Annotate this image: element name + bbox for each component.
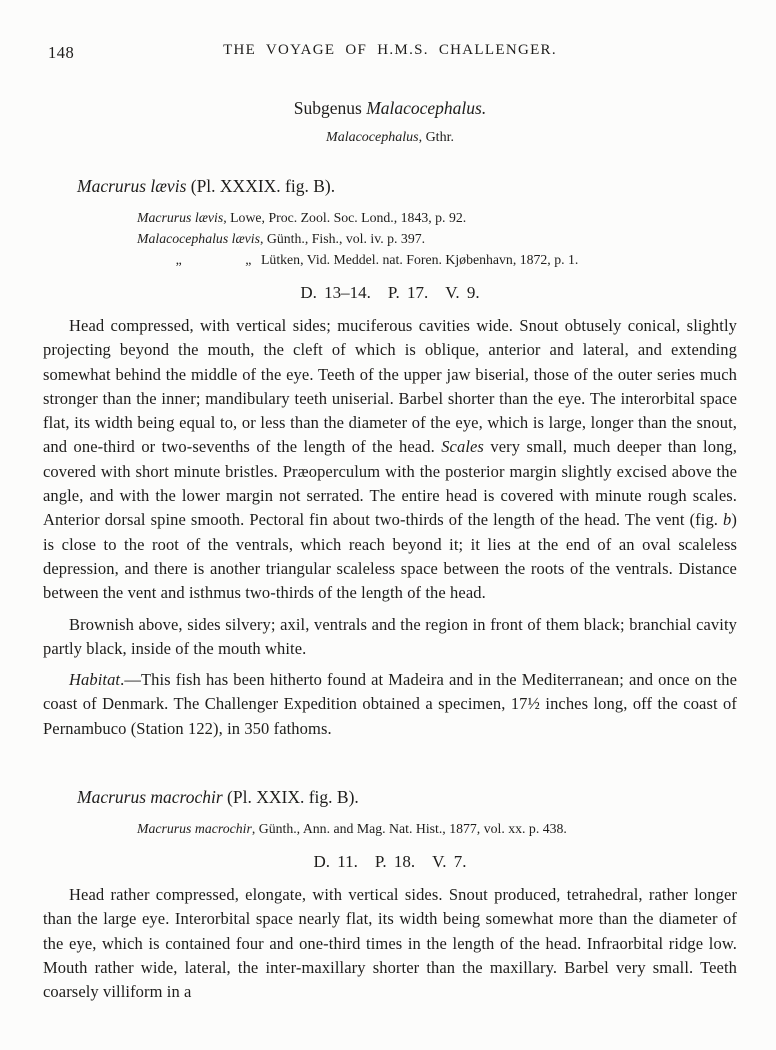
species-section-macrurus-laevis: [43, 176, 737, 741]
species-heading-macrurus-macrochir: Macrurus macrochir (Pl. XXIX. fig. B).: [77, 787, 359, 808]
synonymy-entry: Macrurus macrochir, Günth., Ann. and Mag. Nat. Hist., 1877, vol. xx. p. 438.: [137, 821, 567, 837]
description-paragraph: Head rather compressed, elongate, with vertical sides. Snout produced, tetrahedral, rather longer than the large eye. Interorbital space nearly flat, its width being somewhat more than the diameter of the eye, which is contained four and one-third times in the length of the head. Infraorbital ridge low. Mouth rather wide, lateral, the inter-maxillary shorter than the maxillary. Barbel very small. Teeth coarsely villiform in a: [43, 885, 737, 1002]
species-heading-macrurus-laevis: Macrurus lævis (Pl. XXXIX. fig. B).: [77, 176, 336, 196]
habitat-paragraph: Habitat.—This fish has been hitherto found at Madeira and in the Mediterranean; and once on the coast of Denmark. The Challenger Expedition obtained a specimen, 17½ inches long, off the coast of Pernambuco (Station 122), in 350 fathoms.: [43, 670, 737, 738]
subgenus-attribution: Malacocephalus, Gthr.: [326, 130, 454, 145]
running-title: THE VOYAGE OF H.M.S. CHALLENGER.: [223, 42, 557, 58]
page-number: 148: [48, 43, 75, 62]
synonymy-list: [137, 818, 737, 839]
description-paragraph: Head compressed, with vertical sides; muciferous cavities wide. Snout obtusely conical, slightly projecting beyond the mouth, the cleft of which is oblique, anterior and lateral, and extending somewhat behind the middle of the eye. Teeth of the upper jaw biserial, those of the outer series much stronger than the inner; mandibulary teeth uniserial. Barbel shorter than the eye. The interorbital space flat, its width being equal to, or less than the diameter of the eye, which is large, longer than the snout, and one-third or two-sevenths of the length of the head. Scales very small, much deeper than long, covered with short minute bristles. Præoperculum with the posterior margin slightly excised above the angle, and with the lower margin not serrated. The entire head is covered with minute rough scales. Anterior dorsal spine smooth. Pectoral fin about two-thirds of the length of the head. The vent (fig. b) is close to the root of the ventrals, which reach beyond it; it lies at the end of an oval scaleless depression, and there is another triangular scaleless space between the roots of the ventrals. Distance between the vent and isthmus two-thirds of the length of the head.: [43, 316, 737, 603]
synonymy-list: [137, 207, 737, 270]
coloration-paragraph: Brownish above, sides silvery; axil, ventrals and the region in front of them black; branchial cavity partly black, inside of the mouth white.: [43, 614, 737, 658]
subgenus-heading: Subgenus Malacocephalus.: [293, 98, 487, 118]
synonymy-entry-ditto: „ „ Lütken, Vid. Meddel. nat. Foren. Kjøbenhavn, 1872, p. 1.: [175, 252, 579, 267]
fin-ray-formula: D. 13–14. P. 17. V. 9.: [300, 283, 480, 302]
synonymy-entry: Malacocephalus lævis, Günth., Fish., vol. iv. p. 397.: [137, 231, 426, 246]
page-header: [43, 42, 737, 64]
synonymy-entry: Macrurus lævis, Lowe, Proc. Zool. Soc. Lond., 1843, p. 92.: [137, 210, 467, 225]
fin-ray-formula: D. 11. P. 18. V. 7.: [313, 852, 467, 872]
species-section-macrurus-macrochir: [43, 787, 737, 1004]
